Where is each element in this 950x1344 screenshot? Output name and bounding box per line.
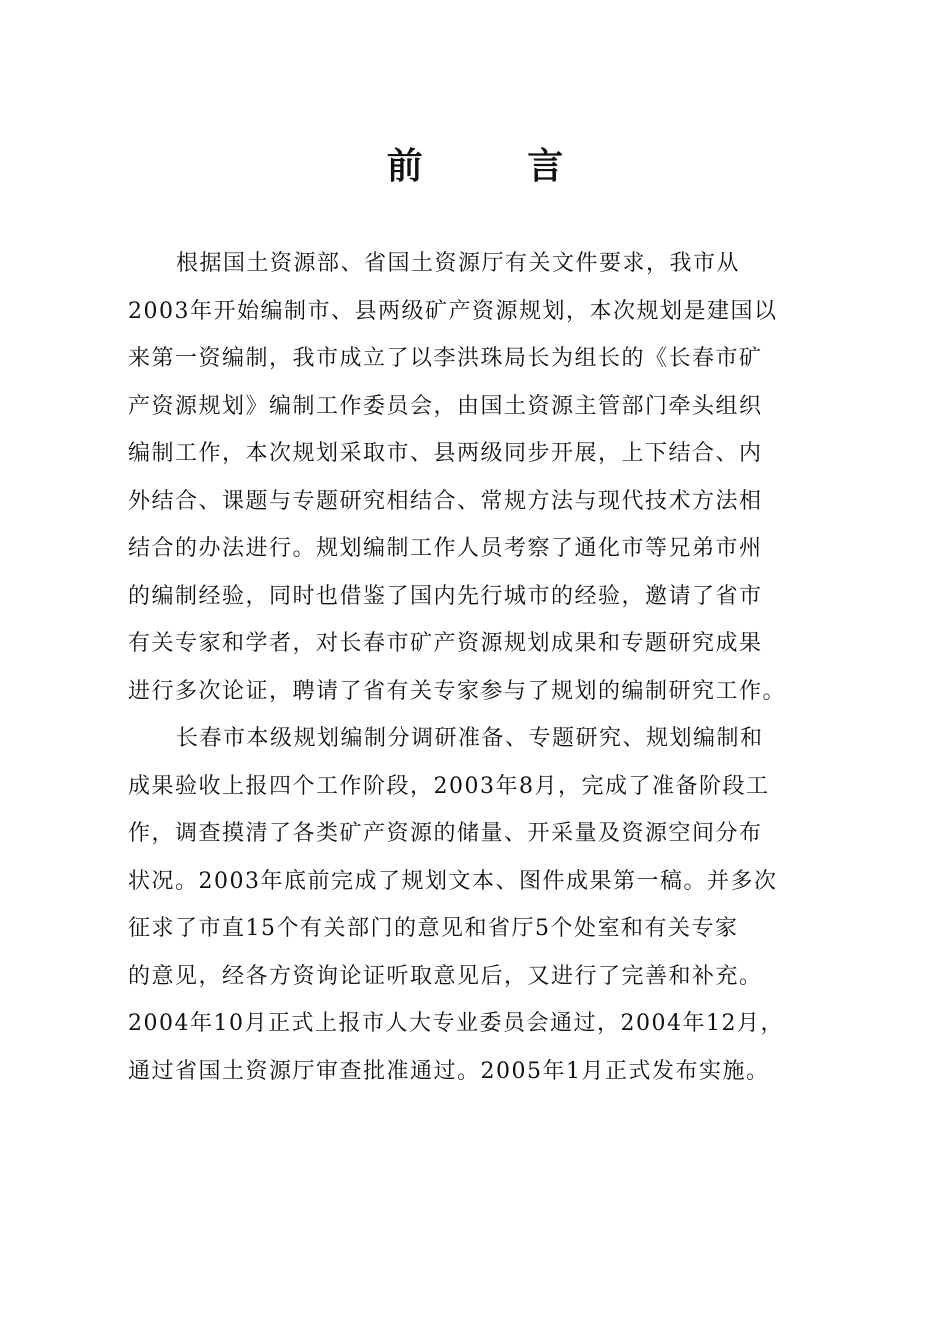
paragraph-2 bbox=[128, 715, 828, 1095]
text-line: 的编制经验，同时也借鉴了国内先行城市的经验，邀请了省市 bbox=[128, 583, 763, 609]
text-line: 结合的办法进行。规划编制工作人员考察了通化市等兄弟市州 bbox=[128, 536, 763, 561]
paragraph-1 bbox=[128, 240, 828, 715]
text-line: 征求了市直15个有关部门的意见和省厅5个处室和有关专家 bbox=[128, 916, 739, 941]
text-line: 有关专家和学者，对长春市矿产资源规划成果和专题研究成果 bbox=[128, 631, 763, 656]
text-line: 长春市本级规划编制分调研准备、专题研究、规划编制和 bbox=[176, 726, 764, 751]
text-line: 来第一资编制，我市成立了以李洪珠局长为组长的《长春市矿 bbox=[128, 346, 763, 371]
text-line: 的意见，经各方资询论证听取意见后，又进行了完善和补充。 bbox=[128, 963, 763, 989]
text-line: 成果验收上报四个工作阶段，2003年8月，完成了准备阶段工 bbox=[128, 773, 770, 799]
text-line: 2003年开始编制市、县两级矿产资源规划，本次规划是建国以 bbox=[128, 298, 778, 324]
text-line: 作，调查摸清了各类矿产资源的储量、开采量及资源空间分布 bbox=[128, 821, 763, 846]
text-line: 进行多次论证，聘请了省有关专家参与了规划的编制研究工作。 bbox=[128, 678, 787, 704]
text-line: 2004年10月正式上报市人大专业委员会通过，2004年12月， bbox=[128, 1011, 784, 1036]
text-line: 根据国土资源部、省国土资源厅有关文件要求，我市从 bbox=[176, 251, 741, 276]
text-line: 外结合、课题与专题研究相结合、常规方法与现代技术方法相 bbox=[128, 488, 763, 514]
body-text bbox=[128, 240, 828, 1095]
text-line: 通过省国土资源厅审查批准通过。2005年1月正式发布实施。 bbox=[128, 1058, 770, 1084]
text-line: 产资源规划》编制工作委员会，由国土资源主管部门牵头组织 bbox=[128, 393, 763, 419]
text-line: 编制工作，本次规划采取市、县两级同步开展，上下结合、内 bbox=[128, 441, 763, 466]
text-line: 状况。2003年底前完成了规划文本、图件成果第一稿。并多次 bbox=[128, 868, 778, 894]
page-title: 前 言 bbox=[386, 145, 610, 187]
